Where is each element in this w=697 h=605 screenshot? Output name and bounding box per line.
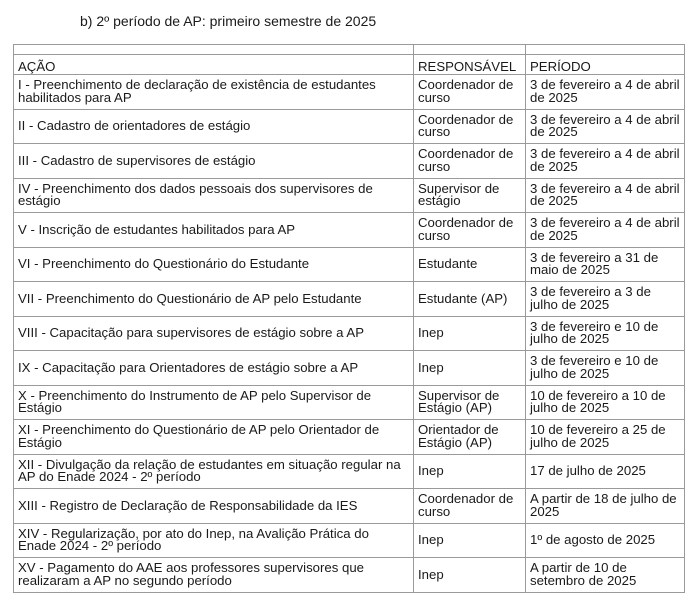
table-row bbox=[14, 385, 685, 420]
table-row bbox=[14, 213, 685, 248]
table-row bbox=[14, 144, 685, 179]
table-spacer-row bbox=[14, 45, 685, 55]
cell-periodo: 1º de agosto de 2025 bbox=[526, 523, 685, 558]
cell-responsavel: Estudante bbox=[414, 247, 526, 282]
cell-periodo: 3 de fevereiro a 4 de abril de 2025 bbox=[526, 75, 685, 110]
cell-responsavel: Coordenador de curso bbox=[414, 144, 526, 179]
table-row bbox=[14, 282, 685, 317]
spacer-cell bbox=[526, 45, 685, 55]
cell-responsavel: Coordenador de curso bbox=[414, 213, 526, 248]
cell-acao: V - Inscrição de estudantes habilitados para AP bbox=[14, 213, 414, 248]
cell-acao: VII - Preenchimento do Questionário de AP pelo Estudante bbox=[14, 282, 414, 317]
cell-acao: XIII - Registro de Declaração de Responsabilidade da IES bbox=[14, 489, 414, 524]
spacer-cell bbox=[414, 45, 526, 55]
cell-responsavel: Estudante (AP) bbox=[414, 282, 526, 317]
cell-periodo: 3 de fevereiro a 4 de abril de 2025 bbox=[526, 178, 685, 213]
cell-acao: X - Preenchimento do Instrumento de AP pelo Supervisor de Estágio bbox=[14, 385, 414, 420]
schedule-table bbox=[13, 44, 685, 593]
cell-acao: III - Cadastro de supervisores de estágio bbox=[14, 144, 414, 179]
table-row bbox=[14, 489, 685, 524]
cell-responsavel: Supervisor de estágio bbox=[414, 178, 526, 213]
cell-acao: VIII - Capacitação para supervisores de estágio sobre a AP bbox=[14, 316, 414, 351]
spacer-cell bbox=[14, 45, 414, 55]
cell-responsavel: Inep bbox=[414, 351, 526, 386]
cell-acao: XII - Divulgação da relação de estudantes em situação regular na AP do Enade 2024 - 2º período bbox=[14, 454, 414, 489]
cell-periodo: 3 de fevereiro a 4 de abril de 2025 bbox=[526, 144, 685, 179]
cell-periodo: 10 de fevereiro a 25 de julho de 2025 bbox=[526, 420, 685, 455]
table-row bbox=[14, 351, 685, 386]
cell-periodo: A partir de 18 de julho de 2025 bbox=[526, 489, 685, 524]
cell-acao: IV - Preenchimento dos dados pessoais dos supervisores de estágio bbox=[14, 178, 414, 213]
cell-acao: XI - Preenchimento do Questionário de AP pelo Orientador de Estágio bbox=[14, 420, 414, 455]
table-row bbox=[14, 523, 685, 558]
cell-responsavel: Inep bbox=[414, 316, 526, 351]
cell-acao: I - Preenchimento de declaração de existência de estudantes habilitados para AP bbox=[14, 75, 414, 110]
cell-periodo: 3 de fevereiro e 10 de julho de 2025 bbox=[526, 316, 685, 351]
cell-periodo: A partir de 10 de setembro de 2025 bbox=[526, 558, 685, 593]
table-row bbox=[14, 558, 685, 593]
cell-periodo: 10 de fevereiro a 10 de julho de 2025 bbox=[526, 385, 685, 420]
cell-responsavel: Inep bbox=[414, 558, 526, 593]
cell-responsavel: Supervisor de Estágio (AP) bbox=[414, 385, 526, 420]
header-responsavel: RESPONSÁVEL bbox=[414, 55, 526, 75]
cell-acao: II - Cadastro de orientadores de estágio bbox=[14, 109, 414, 144]
cell-responsavel: Coordenador de curso bbox=[414, 75, 526, 110]
cell-responsavel: Orientador de Estágio (AP) bbox=[414, 420, 526, 455]
cell-acao: XV - Pagamento do AAE aos professores supervisores que realizaram a AP no segundo período bbox=[14, 558, 414, 593]
table-header-row bbox=[14, 55, 685, 75]
table-row bbox=[14, 109, 685, 144]
table-row bbox=[14, 316, 685, 351]
header-periodo: PERÍODO bbox=[526, 55, 685, 75]
section-heading: b) 2º período de AP: primeiro semestre de 2025 bbox=[80, 13, 377, 29]
cell-responsavel: Coordenador de curso bbox=[414, 489, 526, 524]
table-row bbox=[14, 454, 685, 489]
header-acao: AÇÃO bbox=[14, 55, 414, 75]
cell-responsavel: Coordenador de curso bbox=[414, 109, 526, 144]
cell-periodo: 3 de fevereiro e 10 de julho de 2025 bbox=[526, 351, 685, 386]
cell-acao: XIV - Regularização, por ato do Inep, na Avalição Prática do Enade 2024 - 2º período bbox=[14, 523, 414, 558]
table-row bbox=[14, 247, 685, 282]
cell-responsavel: Inep bbox=[414, 454, 526, 489]
cell-periodo: 3 de fevereiro a 31 de maio de 2025 bbox=[526, 247, 685, 282]
cell-acao: IX - Capacitação para Orientadores de estágio sobre a AP bbox=[14, 351, 414, 386]
cell-periodo: 3 de fevereiro a 3 de julho de 2025 bbox=[526, 282, 685, 317]
cell-acao: VI - Preenchimento do Questionário do Estudante bbox=[14, 247, 414, 282]
cell-periodo: 3 de fevereiro a 4 de abril de 2025 bbox=[526, 109, 685, 144]
table-row bbox=[14, 420, 685, 455]
cell-responsavel: Inep bbox=[414, 523, 526, 558]
cell-periodo: 17 de julho de 2025 bbox=[526, 454, 685, 489]
table-row bbox=[14, 178, 685, 213]
table-row bbox=[14, 75, 685, 110]
cell-periodo: 3 de fevereiro a 4 de abril de 2025 bbox=[526, 213, 685, 248]
